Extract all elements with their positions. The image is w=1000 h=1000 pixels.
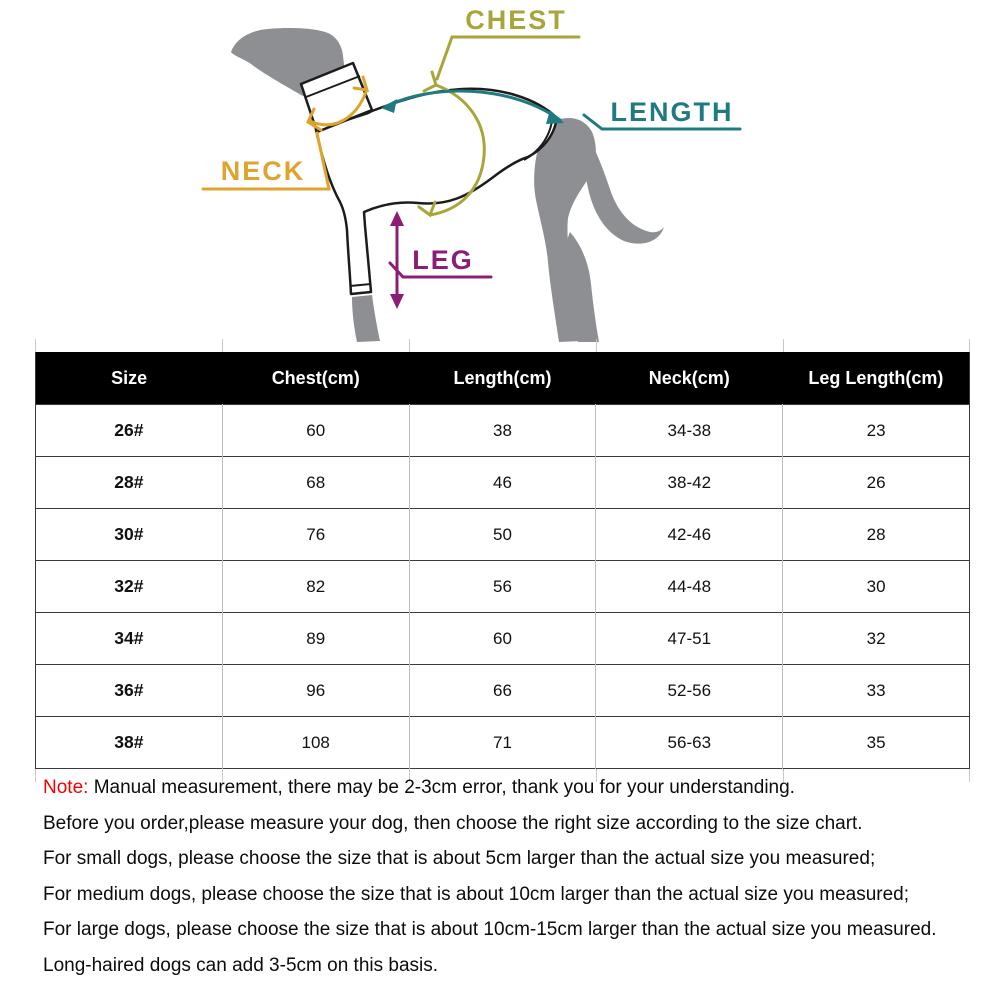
value-cell: 47-51 (596, 613, 783, 665)
table-row (36, 613, 970, 665)
value-cell: 56-63 (596, 717, 783, 769)
column-header: Leg Length(cm) (783, 352, 970, 405)
measurement-diagram (0, 0, 1000, 348)
value-cell: 60 (409, 613, 596, 665)
value-cell: 34-38 (596, 405, 783, 457)
value-cell: 38-42 (596, 457, 783, 509)
column-header: Length(cm) (409, 352, 596, 405)
value-cell: 33 (783, 665, 970, 717)
column-header: Neck(cm) (596, 352, 783, 405)
value-cell: 44-48 (596, 561, 783, 613)
leg-annotation (390, 211, 491, 309)
gridline-extension (969, 339, 970, 352)
gridline-extension (409, 339, 410, 352)
note-line-5: For large dogs, please choose the size that is about 10cm-15cm larger than the actual size you measured. (43, 919, 937, 941)
table-row (36, 509, 970, 561)
value-cell: 32 (783, 613, 970, 665)
column-header: Chest(cm) (222, 352, 409, 405)
chest-leader-line (437, 37, 579, 79)
table-row (36, 717, 970, 769)
value-cell: 38 (409, 405, 596, 457)
leg-arrowhead-top (390, 211, 404, 226)
note-line-6: Long-haired dogs can add 3-5cm on this basis. (43, 954, 439, 976)
chest-label: CHEST (465, 5, 567, 35)
value-cell: 56 (409, 561, 596, 613)
size-table (35, 352, 970, 769)
table-row (36, 405, 970, 457)
notes-section (43, 770, 980, 984)
dog-tail (584, 134, 664, 244)
value-cell: 28 (783, 509, 970, 561)
size-cell: 30# (36, 509, 223, 561)
length-label: LENGTH (610, 97, 734, 127)
value-cell: 46 (409, 457, 596, 509)
gridline-extension (596, 339, 597, 352)
note-label: Note: (43, 777, 89, 798)
gridline-extension (222, 339, 223, 352)
value-cell: 26 (783, 457, 970, 509)
value-cell: 108 (222, 717, 409, 769)
size-table-area (35, 352, 970, 769)
note-line-3: For small dogs, please choose the size that is about 5cm larger than the actual size you measured; (43, 848, 876, 870)
size-cell: 28# (36, 457, 223, 509)
size-cell: 38# (36, 717, 223, 769)
gridline-extension (35, 339, 36, 352)
column-header: Size (36, 352, 223, 405)
value-cell: 60 (222, 405, 409, 457)
size-cell: 26# (36, 405, 223, 457)
leg-arrowhead-bottom (390, 294, 404, 309)
value-cell: 52-56 (596, 665, 783, 717)
note-line-2: Before you order,please measure your dog, then choose the right size according to the size chart. (43, 812, 863, 834)
note-line-1-text: Manual measurement, there may be 2-3cm error, thank you for your understanding. (93, 777, 795, 798)
chest-arc-hook-top (424, 72, 436, 91)
value-cell: 89 (222, 613, 409, 665)
value-cell: 30 (783, 561, 970, 613)
table-row (36, 665, 970, 717)
leg-label: LEG (412, 245, 474, 275)
gridline-extension (783, 339, 784, 352)
value-cell: 76 (222, 509, 409, 561)
size-cell: 36# (36, 665, 223, 717)
value-cell: 96 (222, 665, 409, 717)
value-cell: 66 (409, 665, 596, 717)
size-cell: 34# (36, 613, 223, 665)
value-cell: 23 (783, 405, 970, 457)
value-cell: 68 (222, 457, 409, 509)
table-row (36, 457, 970, 509)
table-row (36, 561, 970, 613)
value-cell: 71 (409, 717, 596, 769)
note-line-1 (43, 770, 980, 806)
value-cell: 35 (783, 717, 970, 769)
value-cell: 82 (222, 561, 409, 613)
note-line-4: For medium dogs, please choose the size that is about 10cm larger than the actual size you measured; (43, 883, 910, 905)
value-cell: 50 (409, 509, 596, 561)
header-row (36, 352, 970, 405)
gridline-extension (35, 769, 36, 782)
value-cell: 42-46 (596, 509, 783, 561)
neck-label: NECK (220, 156, 306, 186)
size-table-body (36, 405, 970, 769)
size-table-header (36, 352, 970, 405)
size-cell: 32# (36, 561, 223, 613)
dog-front-paw (352, 295, 380, 342)
